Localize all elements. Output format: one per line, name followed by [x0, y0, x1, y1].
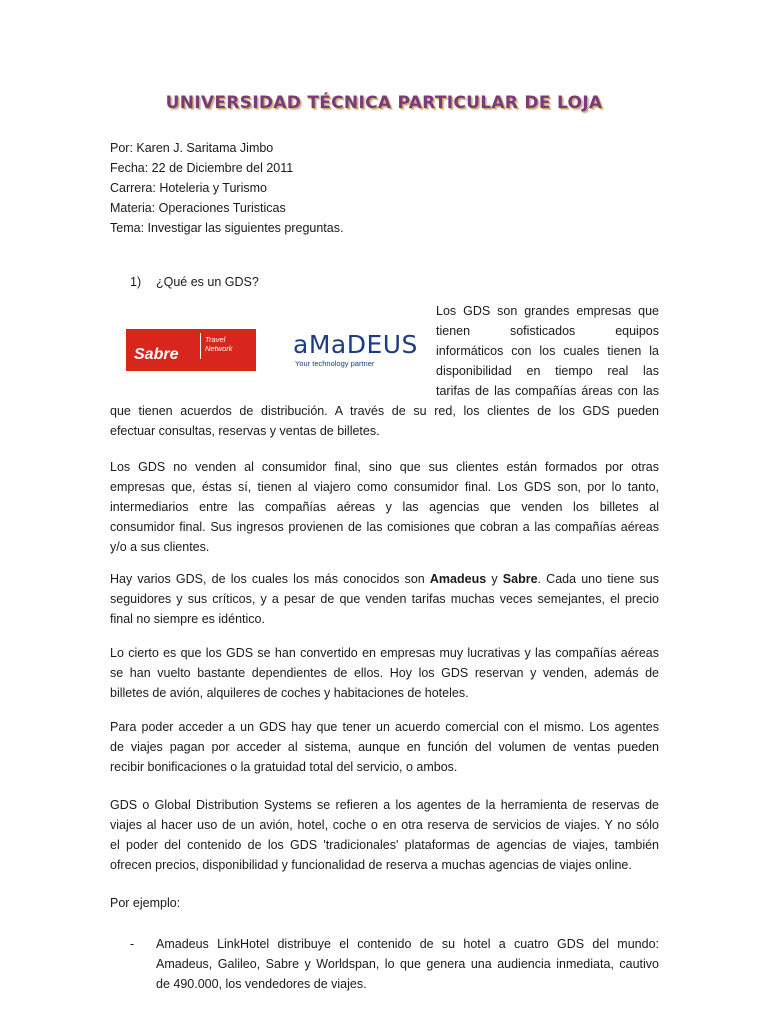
text-line: de 490.000, los vendedores de viajes.	[156, 977, 367, 991]
sabre-logo-tag	[200, 333, 253, 359]
example-label	[110, 893, 659, 913]
author-line: Por: Karen J. Saritama Jimbo	[110, 141, 274, 155]
text-line: viajes al hacer uso de un avión, hotel, coche o en otra reserva de servicios de viajes. Y no sólo	[110, 818, 659, 832]
text-line: se han vuelto bastante dependientes de ellos. Hoy los GDS reservan y venden, además de	[110, 666, 659, 680]
text-line: tarifas de las compañías áreas con las	[436, 384, 659, 398]
paragraph-2	[110, 457, 659, 557]
text-line: ofrecen precios, disponibilidad y funcionalidad de reserva a muchas agencias de viajes online.	[110, 858, 632, 872]
text-line: Los GDS son grandes empresas que	[436, 304, 659, 318]
text-line: informáticos con los cuales tienen la	[436, 344, 659, 358]
amadeus-bold: Amadeus	[429, 572, 487, 586]
text-line: y/o a sus clientes.	[110, 540, 210, 554]
question-number: 1)	[130, 275, 142, 289]
text-line: el poder del contenido de los GDS 'tradicionales' plataformas de agencias de viajes, también	[110, 838, 659, 852]
text-line: final no siempre es idéntico.	[110, 612, 265, 626]
text-span: Hay varios GDS, de los cuales los más conocidos son	[110, 572, 430, 586]
paragraph-3	[110, 569, 659, 629]
text-line: empresas que, éstas sí, tienen al viajero como consumidor final. Los GDS son, por lo tanto,	[110, 480, 659, 494]
text-span: y	[486, 572, 503, 586]
text-line	[110, 569, 659, 589]
sabre-logo	[126, 329, 256, 371]
text-line: que tienen acuerdos de distribución. A través de su red, los clientes de los GDS pueden	[110, 404, 659, 418]
paragraph-6	[110, 795, 659, 875]
topic-line: Tema: Investigar las siguientes preguntas.	[110, 221, 344, 235]
text-line: Amadeus, Galileo, Sabre y Worldspan, lo que genera una audiencia inmediata, cautivo	[156, 957, 659, 971]
text-line: Para poder acceder a un GDS hay que tener un acuerdo comercial con el mismo. Los agentes	[110, 720, 659, 734]
document-title: UNIVERSIDAD TÉCNICA PARTICULAR DE LOJA	[165, 93, 603, 113]
amadeus-logo-tagline: Your technology partner	[295, 359, 375, 368]
text-span: . Cada uno tiene sus	[537, 572, 659, 586]
sabre-tag-line2: Network	[205, 344, 233, 353]
text-line: Los GDS no venden al consumidor final, sino que sus clientes están formados por otras	[110, 460, 659, 474]
text-line: Por ejemplo:	[110, 896, 181, 910]
text-line: consumidor final. Sus ingresos provienen de las comisiones que cobran a las compañías aéreas	[110, 520, 659, 534]
list-item-body	[156, 934, 659, 994]
question-text: ¿Qué es un GDS?	[156, 275, 259, 289]
text-line: de viajes pagan por acceder al sistema, aunque en función del volumen de ventas pueden	[110, 740, 659, 754]
text-line: Amadeus LinkHotel distribuye el contenido de su hotel a cuatro GDS del mundo:	[156, 937, 659, 951]
paragraph-1-float	[436, 301, 659, 401]
date-line: Fecha: 22 de Diciembre del 2011	[110, 161, 294, 175]
text-line: seguidores y sus críticos, y a pesar de que venden tarifas muchas veces semejantes, el precio	[110, 592, 659, 606]
career-line: Carrera: Hoteleria y Turismo	[110, 181, 267, 195]
text-line: billetes de avión, alquileres de coches y habitaciones de hoteles.	[110, 686, 469, 700]
sabre-bold: Sabre	[502, 572, 538, 586]
sabre-tag-line1: Travel	[205, 335, 226, 344]
amadeus-logo	[293, 332, 418, 368]
text-line: GDS o Global Distribution Systems se refieren a los agentes de la herramienta de reservas de	[110, 798, 659, 812]
gds-logos	[126, 328, 416, 374]
paragraph-5	[110, 717, 659, 777]
text-line: intermediarios entre las compañías aéreas y las agencias que venden los billetes al	[110, 500, 659, 514]
text-line: recibir bonificaciones o la gratuidad total del servicio, o ambos.	[110, 760, 458, 774]
author-info	[110, 138, 343, 238]
paragraph-4	[110, 643, 659, 703]
sabre-logo-word: Sabre	[134, 346, 179, 363]
paragraph-1	[110, 401, 659, 441]
text-line: tienen sofisticados equipos	[436, 324, 659, 338]
list-bullet: -	[130, 937, 135, 951]
text-line: disponibilidad en tiempo real las	[436, 364, 659, 378]
question-heading	[130, 272, 259, 292]
text-line: efectuar consultas, reservas y ventas de billetes.	[110, 424, 380, 438]
text-line: Lo cierto es que los GDS se han convertido en empresas muy lucrativas y las compañías aéreas	[110, 646, 659, 660]
amadeus-logo-word: aMaDEUS	[293, 330, 418, 359]
subject-line: Materia: Operaciones Turisticas	[110, 201, 286, 215]
